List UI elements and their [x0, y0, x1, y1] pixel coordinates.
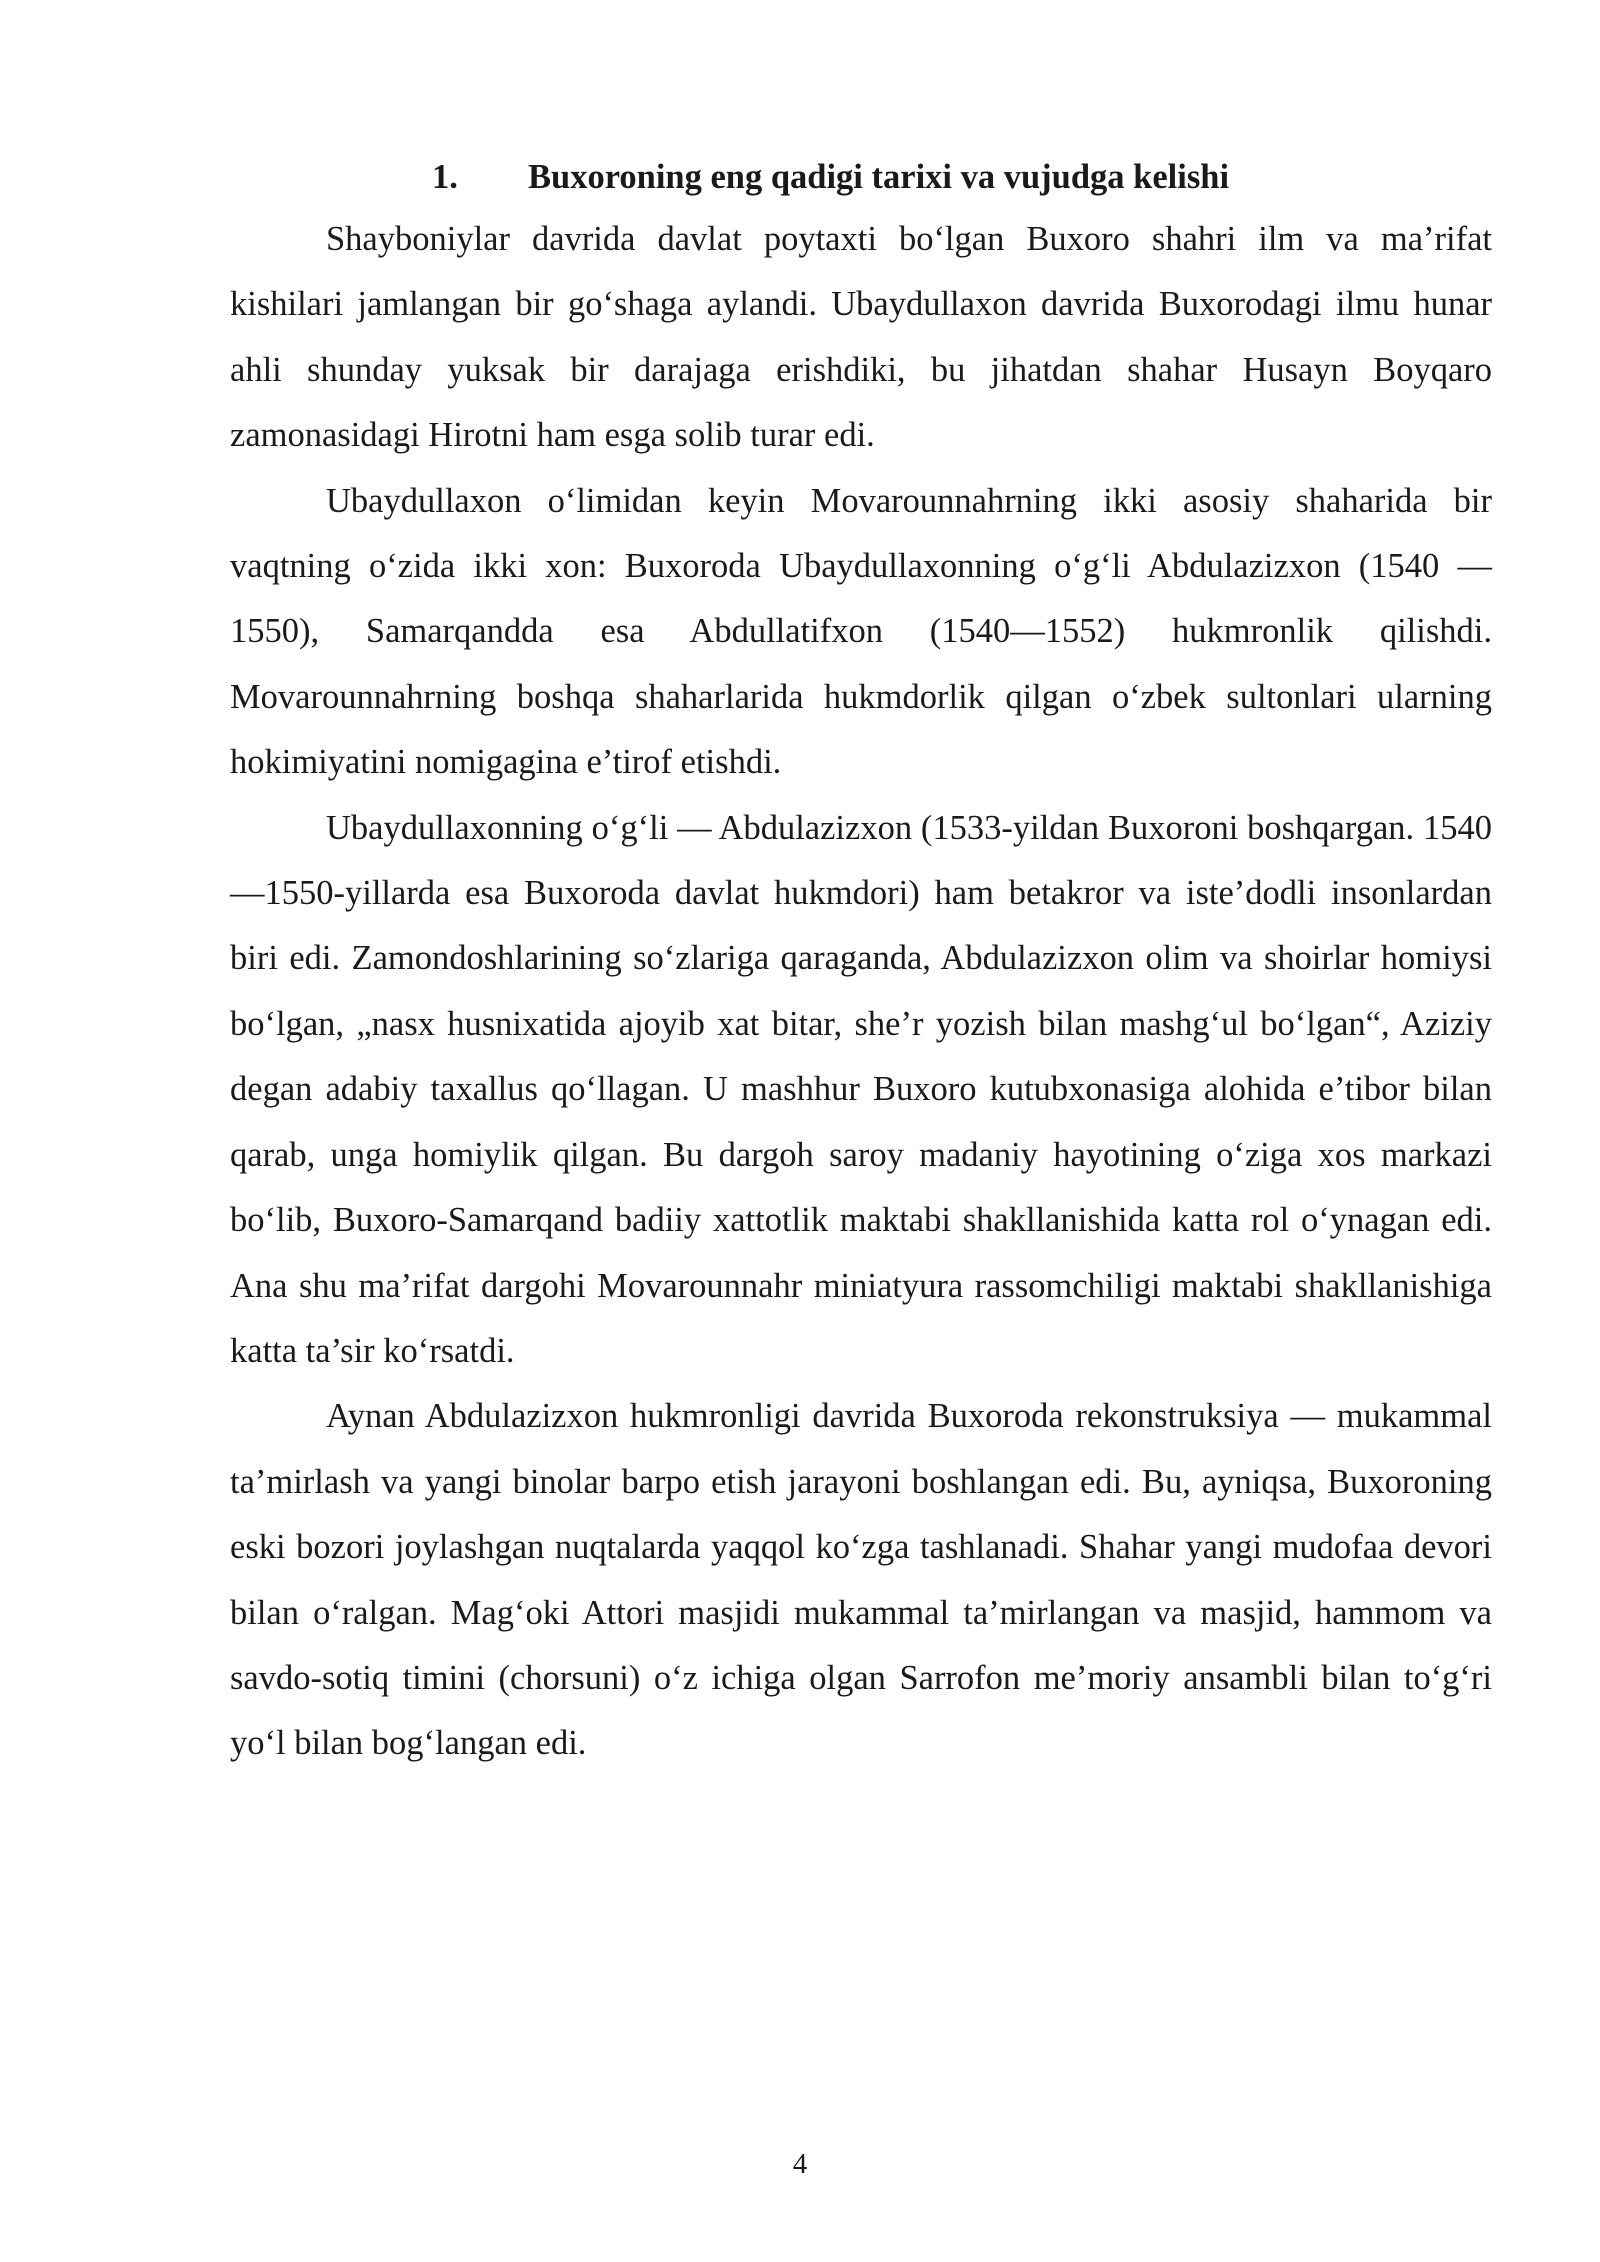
section-title: Buxoroning eng qadigi tarixi va vujudga kelishi — [528, 158, 1230, 196]
paragraph: Aynan Abdulazizxon hukmronligi davrida Buxoroda rekonstruksiya — mukammal ta’mirlash va yangi binolar barpo etish jarayoni boshlangan edi. Bu, ayniqsa, Buxoroning eski bozori joylashgan nuqtalarda yaqqol ko‘zga tashlanadi. Shahar yangi mudofaa devori bilan o‘ralgan. Mag‘oki Attori masjidi mukammal ta’mirlangan va masjid, hammom va savdo-sotiq timini (chorsuni) o‘z ichiga olgan Sarrofon me’moriy ansambli bilan to‘g‘ri yo‘l bilan bog‘langan edi. — [230, 1397, 1492, 1763]
section-number: 1. — [432, 158, 458, 196]
paragraph: Shayboniylar davrida davlat poytaxti bo‘lgan Buxoro shahri ilm va ma’rifat kishilari jamlangan bir go‘shaga aylandi. Ubaydullaxon davrida Buxorodagi ilmu hunar ahli shunday yuksak bir darajaga erishdiki, bu jihatdan shahar Husayn Boyqaro zamonasidagi Hirotni ham esga solib turar edi. — [230, 220, 1492, 455]
paragraph: Ubaydullaxonning o‘g‘li — Abdulazizxon (1533-yildan Buxoroni boshqargan. 1540—1550-yillarda esa Buxoroda davlat hukmdori) ham betakror va iste’dodli insonlardan biri edi. Zamondoshlarining so‘zlariga qaraganda, Abdulazizxon olim va shoirlar homiysi bo‘lgan, „nasx husnixatida ajoyib xat bitar, she’r yozish bilan mashg‘ul bo‘lgan“, Aziziy degan adabiy taxallus qo‘llagan. U mashhur Buxoro kutubxonasiga alohida e’tibor bilan qarab, unga homiylik qilgan. Bu dargoh saroy madaniy hayotining o‘ziga xos markazi bo‘lib, Buxoro-Samarqand badiiy xattotlik maktabi shakllanishida katta rol o‘ynagan edi. Ana shu ma’rifat dargohi Movarounnahr miniatyura rassomchiligi maktabi shakllanishiga katta ta’sir ko‘rsatdi. — [230, 808, 1492, 1370]
paragraph: Ubaydullaxon o‘limidan keyin Movarounnahrning ikki asosiy shaharida bir vaqtning o‘zida ikki xon: Buxoroda Ubaydullaxonning o‘g‘li Abdulazizxon (1540 —1550), Samarqandda esa Abdullatifxon (1540—1552) hukmronlik qilishdi. Movarounnahrning boshqa shaharlarida hukmdorlik qilgan o‘zbek sultonlari ularning hokimiyatini nomigagina e’tirof etishdi. — [230, 481, 1492, 782]
page-content — [230, 148, 1492, 1777]
section-heading — [230, 148, 1492, 207]
page-number: 4 — [792, 2148, 808, 2180]
